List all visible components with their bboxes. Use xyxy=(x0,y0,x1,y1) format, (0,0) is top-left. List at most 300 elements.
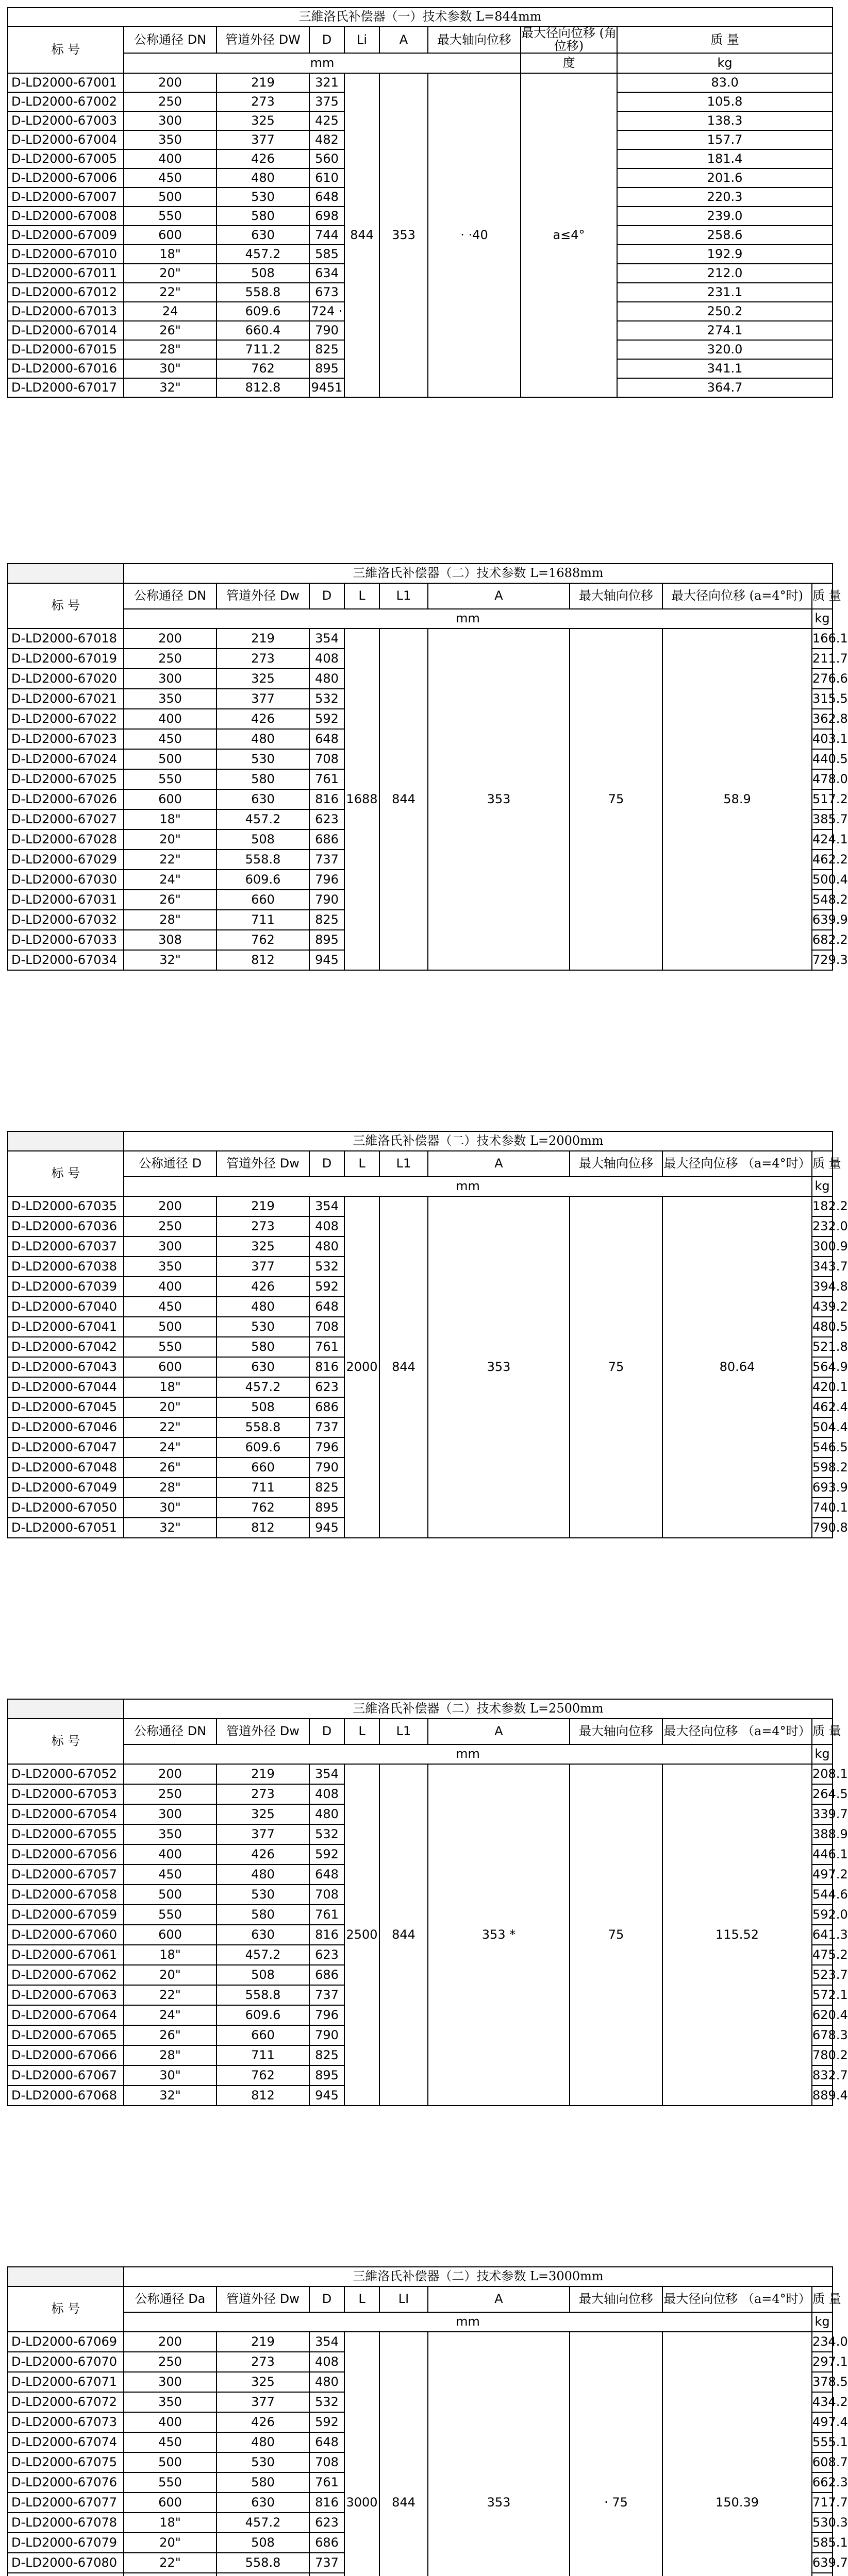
model-code: D-LD2000-67047 xyxy=(8,1437,124,1458)
mass-value: 620.4 xyxy=(812,2005,833,2025)
model-code: D-LD2000-67069 xyxy=(8,2332,124,2352)
outer-d: 825 xyxy=(309,340,344,359)
mass-value: 790.8 xyxy=(812,1518,833,1538)
table-row xyxy=(8,629,833,649)
outer-d: 354 xyxy=(309,629,344,649)
header-li: Li xyxy=(344,26,379,53)
header-dw: 管道外径 DW xyxy=(217,26,309,53)
spec-table-2500 xyxy=(7,1699,848,2106)
header-a: A xyxy=(379,26,428,53)
unit-mm: mm xyxy=(124,2312,812,2332)
pipe-outer-diameter: 558.8 xyxy=(217,1417,309,1437)
table-title: 三維洛氏补偿器（二）技术参数 L=2500mm xyxy=(124,1699,833,1719)
model-code: D-LD2000-67003 xyxy=(8,111,124,130)
outer-d: 592 xyxy=(309,1844,344,1865)
max-radial-displacement: 115.52 xyxy=(662,1764,812,2106)
header-radial: 最大径向位移 （a=4°时） xyxy=(662,1151,812,1177)
nominal-diameter: 32" xyxy=(124,378,217,397)
outer-d: 480 xyxy=(309,1804,344,1824)
model-code: D-LD2000-67063 xyxy=(8,1985,124,2005)
outer-d: 708 xyxy=(309,749,344,769)
pipe-outer-diameter: 325 xyxy=(217,2372,309,2392)
pipe-outer-diameter: 762 xyxy=(217,359,309,378)
pipe-outer-diameter: 219 xyxy=(217,1764,309,1784)
mass-value: 341.1 xyxy=(617,359,833,378)
pipe-outer-diameter: 457.2 xyxy=(217,245,309,264)
pipe-outer-diameter: 812 xyxy=(217,950,309,970)
header-dn: 公称通径 DN xyxy=(124,583,217,609)
nominal-diameter: 22" xyxy=(124,850,217,870)
pipe-outer-diameter: 457.2 xyxy=(217,809,309,829)
outer-d: 737 xyxy=(309,1985,344,2005)
pipe-outer-diameter: 508 xyxy=(217,1397,309,1417)
nominal-diameter: 26" xyxy=(124,890,217,910)
nominal-diameter: 400 xyxy=(124,149,217,168)
model-code: D-LD2000-67057 xyxy=(8,1865,124,1885)
outer-d: 708 xyxy=(309,1317,344,1337)
model-code: D-LD2000-67045 xyxy=(8,1397,124,1417)
pipe-outer-diameter: 273 xyxy=(217,2352,309,2372)
mass-value: 378.5 xyxy=(812,2372,833,2392)
nominal-diameter: 550 xyxy=(124,1337,217,1357)
mass-value: 276.6 xyxy=(812,669,833,689)
header-dn: 公称通径 Da xyxy=(124,2286,217,2312)
model-code: D-LD2000-67008 xyxy=(8,207,124,226)
value-a: 353 xyxy=(428,1196,570,1538)
outer-d: 686 xyxy=(309,2533,344,2553)
mass-value: 83.0 xyxy=(617,73,833,92)
mass-value: 475.2 xyxy=(812,1945,833,1965)
pipe-outer-diameter: 426 xyxy=(217,2412,309,2432)
header-l: L xyxy=(344,2286,379,2312)
length-l: 3000 xyxy=(344,2332,379,2576)
outer-d: 585 xyxy=(309,245,344,264)
nominal-diameter: 400 xyxy=(124,1844,217,1865)
pipe-outer-diameter: 480 xyxy=(217,168,309,188)
outer-d: 761 xyxy=(309,1905,344,1925)
mass-value: 234.0 xyxy=(812,2332,833,2352)
nominal-diameter: 350 xyxy=(124,1824,217,1844)
outer-d: 895 xyxy=(309,359,344,378)
model-code: D-LD2000-67020 xyxy=(8,669,124,689)
mass-value: 740.1 xyxy=(812,1498,833,1518)
model-code: D-LD2000-67071 xyxy=(8,2372,124,2392)
header-l1: L1 xyxy=(379,1151,428,1177)
header-axial: 最大轴向位移 xyxy=(570,583,662,609)
nominal-diameter: 24" xyxy=(124,1437,217,1458)
nominal-diameter: 22" xyxy=(124,2553,217,2573)
mass-value: 497.2 xyxy=(812,1865,833,1885)
row-marker xyxy=(8,1699,124,1719)
header-mass: 质 量 xyxy=(812,583,833,609)
header-radial: 最大径向位移 （a=4°时） xyxy=(662,1719,812,1744)
mass-value: 201.6 xyxy=(617,168,833,188)
model-code: D-LD2000-67019 xyxy=(8,649,124,669)
outer-d: 480 xyxy=(309,669,344,689)
table-body xyxy=(8,73,833,397)
nominal-diameter: 300 xyxy=(124,111,217,130)
pipe-outer-diameter: 530 xyxy=(217,188,309,207)
model-code: D-LD2000-67027 xyxy=(8,809,124,829)
pipe-outer-diameter: 426 xyxy=(217,149,309,168)
spec-table-1688 xyxy=(7,563,848,971)
pipe-outer-diameter: 762 xyxy=(217,930,309,950)
pipe-outer-diameter: 530 xyxy=(217,749,309,769)
pipe-outer-diameter: 273 xyxy=(217,649,309,669)
model-code: D-LD2000-67002 xyxy=(8,92,124,111)
outer-d: 648 xyxy=(309,188,344,207)
outer-d: 480 xyxy=(309,1236,344,1257)
table-row xyxy=(8,73,833,92)
model-code: D-LD2000-67031 xyxy=(8,890,124,910)
outer-d: 532 xyxy=(309,1824,344,1844)
table-row xyxy=(8,1764,833,1784)
pipe-outer-diameter: 273 xyxy=(217,1784,309,1804)
mass-value: 258.6 xyxy=(617,226,833,245)
header-axial: 最大轴向位移 xyxy=(570,2286,662,2312)
nominal-diameter: 200 xyxy=(124,2332,217,2352)
value-a: 353 xyxy=(379,73,428,397)
pipe-outer-diameter: 219 xyxy=(217,1196,309,1216)
outer-d xyxy=(309,2573,344,2576)
mass-value: 682.2 xyxy=(812,930,833,950)
header-mass: 质 量 xyxy=(617,26,833,53)
outer-d: 408 xyxy=(309,1216,344,1236)
pipe-outer-diameter: 530 xyxy=(217,1885,309,1905)
unit-mm: mm xyxy=(124,53,521,73)
nominal-diameter: 28" xyxy=(124,910,217,930)
nominal-diameter: 400 xyxy=(124,709,217,729)
header-d: D xyxy=(309,583,344,609)
pipe-outer-diameter: 530 xyxy=(217,2452,309,2472)
header-a: A xyxy=(428,1719,570,1744)
mass-value: 497.4 xyxy=(812,2412,833,2432)
pipe-outer-diameter: 660 xyxy=(217,890,309,910)
nominal-diameter: 450 xyxy=(124,168,217,188)
outer-d: 796 xyxy=(309,1437,344,1458)
pipe-outer-diameter: 480 xyxy=(217,2432,309,2452)
pipe-outer-diameter: 711.2 xyxy=(217,340,309,359)
nominal-diameter: 308 xyxy=(124,930,217,950)
pipe-outer-diameter: 273 xyxy=(217,92,309,111)
nominal-diameter: 350 xyxy=(124,130,217,149)
length-l1: 844 xyxy=(379,1764,428,2106)
outer-d: 592 xyxy=(309,1277,344,1297)
outer-d: 532 xyxy=(309,2392,344,2412)
mass-value: 504.4 xyxy=(812,1417,833,1437)
mass-value: 264.5 xyxy=(812,1784,833,1804)
nominal-diameter: 26" xyxy=(124,1458,217,1478)
pipe-outer-diameter: 426 xyxy=(217,1844,309,1865)
pipe-outer-diameter: 711 xyxy=(217,1478,309,1498)
table-title: 三維洛氏补偿器（二）技术参数 L=3000mm xyxy=(124,2267,833,2286)
unit-degree: 度 xyxy=(521,53,617,73)
pipe-outer-diameter: 219 xyxy=(217,73,309,92)
outer-d: 895 xyxy=(309,1498,344,1518)
pipe-outer-diameter: 530 xyxy=(217,1317,309,1337)
model-code: D-LD2000-67016 xyxy=(8,359,124,378)
header-l1: L1 xyxy=(379,583,428,609)
pipe-outer-diameter: 580 xyxy=(217,207,309,226)
pipe-outer-diameter: 325 xyxy=(217,1236,309,1257)
model-code: D-LD2000-67023 xyxy=(8,729,124,749)
outer-d: 724 · xyxy=(309,302,344,321)
header-l1: L1 xyxy=(379,1719,428,1744)
outer-d: 686 xyxy=(309,1965,344,1985)
pipe-outer-diameter: 630 xyxy=(217,1925,309,1945)
model-code: D-LD2000-67001 xyxy=(8,73,124,92)
pipe-outer-diameter: 630 xyxy=(217,2493,309,2513)
header-d: D xyxy=(309,1719,344,1744)
header-code: 标 号 xyxy=(8,583,124,629)
table-body xyxy=(8,2332,848,2576)
outer-d: 698 xyxy=(309,207,344,226)
outer-d: 408 xyxy=(309,649,344,669)
mass-value: 315.5 xyxy=(812,689,833,709)
nominal-diameter: 20" xyxy=(124,829,217,850)
outer-d: 761 xyxy=(309,769,344,789)
mass-value: 693.9 xyxy=(812,1478,833,1498)
mass-value xyxy=(812,2573,833,2576)
nominal-diameter: 600 xyxy=(124,1925,217,1945)
mass-value: 523.7 xyxy=(812,1965,833,1985)
model-code: D-LD2000-67048 xyxy=(8,1458,124,1478)
pipe-outer-diameter: 480 xyxy=(217,1297,309,1317)
pipe-outer-diameter: 660 xyxy=(217,1458,309,1478)
header-d: D xyxy=(309,26,344,53)
nominal-diameter: 18" xyxy=(124,1377,217,1397)
model-code: D-LD2000-67009 xyxy=(8,226,124,245)
outer-d: 560 xyxy=(309,149,344,168)
outer-d: 945 xyxy=(309,1518,344,1538)
mass-value: 608.7 xyxy=(812,2452,833,2472)
nominal-diameter: 26" xyxy=(124,2025,217,2045)
model-code: D-LD2000-67075 xyxy=(8,2452,124,2472)
nominal-diameter: 250 xyxy=(124,2352,217,2372)
nominal-diameter: 20" xyxy=(124,1397,217,1417)
model-code: D-LD2000-67028 xyxy=(8,829,124,850)
header-d: D xyxy=(309,2286,344,2312)
mass-value: 138.3 xyxy=(617,111,833,130)
nominal-diameter: 500 xyxy=(124,188,217,207)
pipe-outer-diameter: 273 xyxy=(217,1216,309,1236)
outer-d: 634 xyxy=(309,264,344,283)
length-l: 2000 xyxy=(344,1196,379,1538)
nominal-diameter: 30" xyxy=(124,2065,217,2086)
header-axial: 最大轴向位移 xyxy=(428,26,521,53)
nominal-diameter: 600 xyxy=(124,2493,217,2513)
nominal-diameter: 300 xyxy=(124,1804,217,1824)
model-code: D-LD2000-67077 xyxy=(8,2493,124,2513)
pipe-outer-diameter: 609.6 xyxy=(217,302,309,321)
nominal-diameter: 250 xyxy=(124,649,217,669)
pipe-outer-diameter: 558.8 xyxy=(217,850,309,870)
nominal-diameter: 500 xyxy=(124,1885,217,1905)
length-l: 1688 xyxy=(344,629,379,970)
nominal-diameter: 20" xyxy=(124,1965,217,1985)
pipe-outer-diameter: 457.2 xyxy=(217,1945,309,1965)
outer-d: 425 xyxy=(309,111,344,130)
outer-d: 790 xyxy=(309,1458,344,1478)
header-radial: 最大径向位移 (a=4°时) xyxy=(662,583,812,609)
mass-value: 717.7 xyxy=(812,2493,833,2513)
mass-value: 662.3 xyxy=(812,2472,833,2493)
model-code: D-LD2000-67056 xyxy=(8,1844,124,1865)
outer-d: 623 xyxy=(309,2513,344,2533)
nominal-diameter: 20" xyxy=(124,264,217,283)
nominal-diameter: 550 xyxy=(124,1905,217,1925)
pipe-outer-diameter: 762 xyxy=(217,2065,309,2086)
table-row xyxy=(8,1196,833,1216)
nominal-diameter: 32" xyxy=(124,950,217,970)
nominal-diameter: 400 xyxy=(124,1277,217,1297)
nominal-diameter: 200 xyxy=(124,73,217,92)
spec-table-844 xyxy=(7,7,832,398)
nominal-diameter: 350 xyxy=(124,1257,217,1277)
pipe-outer-diameter: 480 xyxy=(217,1865,309,1885)
value-a: 353 * xyxy=(428,1764,570,2106)
unit-kg: kg xyxy=(812,2312,833,2332)
model-code: D-LD2000-67080 xyxy=(8,2553,124,2573)
model-code: D-LD2000-67006 xyxy=(8,168,124,188)
pipe-outer-diameter: 580 xyxy=(217,769,309,789)
outer-d: 648 xyxy=(309,729,344,749)
row-marker xyxy=(8,1131,124,1151)
mass-value: 274.1 xyxy=(617,321,833,340)
outer-d: 744 xyxy=(309,226,344,245)
mass-value: 388.9 xyxy=(812,1824,833,1844)
model-code: D-LD2000-67043 xyxy=(8,1357,124,1377)
model-code: D-LD2000-67038 xyxy=(8,1257,124,1277)
mass-value: 424.1 xyxy=(812,829,833,850)
outer-d: 737 xyxy=(309,1417,344,1437)
mass-value: 300.9 xyxy=(812,1236,833,1257)
nominal-diameter: 18" xyxy=(124,245,217,264)
header-mass: 质 量 xyxy=(812,1151,833,1177)
model-code: D-LD2000-67051 xyxy=(8,1518,124,1538)
nominal-diameter: 450 xyxy=(124,1297,217,1317)
nominal-diameter: 20" xyxy=(124,2533,217,2553)
model-code: D-LD2000-67021 xyxy=(8,689,124,709)
model-code: D-LD2000-67015 xyxy=(8,340,124,359)
max-radial-displacement: a≤4° xyxy=(521,73,617,397)
table-title: 三維洛氏补偿器（二）技术参数 L=1688mm xyxy=(124,564,833,583)
mass-value: 212.0 xyxy=(617,264,833,283)
pipe-outer-diameter: 812.8 xyxy=(217,378,309,397)
pipe-outer-diameter: 580 xyxy=(217,2472,309,2493)
pipe-outer-diameter: 325 xyxy=(217,669,309,689)
model-code: D-LD2000-67007 xyxy=(8,188,124,207)
header-l1: LI xyxy=(379,2286,428,2312)
nominal-diameter: 28" xyxy=(124,340,217,359)
outer-d: 945 xyxy=(309,950,344,970)
nominal-diameter: 500 xyxy=(124,749,217,769)
header-l: L xyxy=(344,583,379,609)
nominal-diameter: 24" xyxy=(124,870,217,890)
header-code: 标 号 xyxy=(8,1151,124,1196)
model-code: D-LD2000-67044 xyxy=(8,1377,124,1397)
mass-value: 548.2 xyxy=(812,890,833,910)
unit-mm: mm xyxy=(124,1744,812,1764)
nominal-diameter: 550 xyxy=(124,2472,217,2493)
pipe-outer-diameter: 711 xyxy=(217,2045,309,2065)
mass-value: 500.4 xyxy=(812,870,833,890)
model-code: D-LD2000-67065 xyxy=(8,2025,124,2045)
header-radial: 最大径向位移 (角位移) xyxy=(521,26,617,54)
pipe-outer-diameter: 508 xyxy=(217,264,309,283)
max-axial-displacement: 75 xyxy=(570,1196,662,1538)
outer-d: 623 xyxy=(309,809,344,829)
mass-value: 297.1 xyxy=(812,2352,833,2372)
mass-value: 192.9 xyxy=(617,245,833,264)
mass-value: 343.7 xyxy=(812,1257,833,1277)
outer-d: 825 xyxy=(309,1478,344,1498)
mass-value: 239.0 xyxy=(617,207,833,226)
header-dn: 公称通径 D xyxy=(124,1151,217,1177)
model-code: D-LD2000-67030 xyxy=(8,870,124,890)
model-code: D-LD2000-67049 xyxy=(8,1478,124,1498)
model-code: D-LD2000-67062 xyxy=(8,1965,124,1985)
model-code: D-LD2000-67066 xyxy=(8,2045,124,2065)
outer-d: 480 xyxy=(309,2372,344,2392)
model-code: D-LD2000-67060 xyxy=(8,1925,124,1945)
mass-value: 232.0 xyxy=(812,1216,833,1236)
mass-value: 181.4 xyxy=(617,149,833,168)
outer-d: 790 xyxy=(309,2025,344,2045)
model-code: D-LD2000-67052 xyxy=(8,1764,124,1784)
max-radial-displacement: 58.9 xyxy=(662,629,812,970)
model-code: D-LD2000-67017 xyxy=(8,378,124,397)
outer-d: 673 xyxy=(309,283,344,302)
mass-value: 639.7 xyxy=(812,2553,833,2573)
pipe-outer-diameter: 377 xyxy=(217,130,309,149)
pipe-outer-diameter: 457.2 xyxy=(217,1377,309,1397)
nominal-diameter: 300 xyxy=(124,2372,217,2392)
max-axial-displacement: 75 xyxy=(570,1764,662,2106)
pipe-outer-diameter: 219 xyxy=(217,2332,309,2352)
table-body xyxy=(8,1764,848,2106)
length-l1: 844 xyxy=(379,1196,428,1538)
outer-d: 592 xyxy=(309,2412,344,2432)
model-code: D-LD2000-67058 xyxy=(8,1885,124,1905)
mass-value: 641.3 xyxy=(812,1925,833,1945)
length-l1: 844 xyxy=(379,2332,428,2576)
pipe-outer-diameter: 377 xyxy=(217,1824,309,1844)
model-code: D-LD2000-67026 xyxy=(8,789,124,809)
header-axial: 最大轴向位移 xyxy=(570,1719,662,1744)
outer-d: 796 xyxy=(309,870,344,890)
length-l1: 844 xyxy=(379,629,428,970)
mass-value: 434.2 xyxy=(812,2392,833,2412)
mass-value: 440.5 xyxy=(812,749,833,769)
model-code: D-LD2000-67033 xyxy=(8,930,124,950)
model-code: D-LD2000-67050 xyxy=(8,1498,124,1518)
pipe-outer-diameter: 508 xyxy=(217,2533,309,2553)
model-code: D-LD2000-67018 xyxy=(8,629,124,649)
nominal-diameter: 200 xyxy=(124,1196,217,1216)
max-axial-displacement: · 75 xyxy=(570,2332,662,2576)
pipe-outer-diameter: 762 xyxy=(217,1498,309,1518)
length-l: 2500 xyxy=(344,1764,379,2106)
header-code: 标 号 xyxy=(8,2286,124,2332)
outer-d: 816 xyxy=(309,1925,344,1945)
mass-value: 592.0 xyxy=(812,1905,833,1925)
unit-kg: kg xyxy=(812,1177,833,1196)
model-code: D-LD2000-67012 xyxy=(8,283,124,302)
mass-value: 420.1 xyxy=(812,1377,833,1397)
model-code: D-LD2000-67068 xyxy=(8,2086,124,2106)
model-code: D-LD2000-67076 xyxy=(8,2472,124,2493)
